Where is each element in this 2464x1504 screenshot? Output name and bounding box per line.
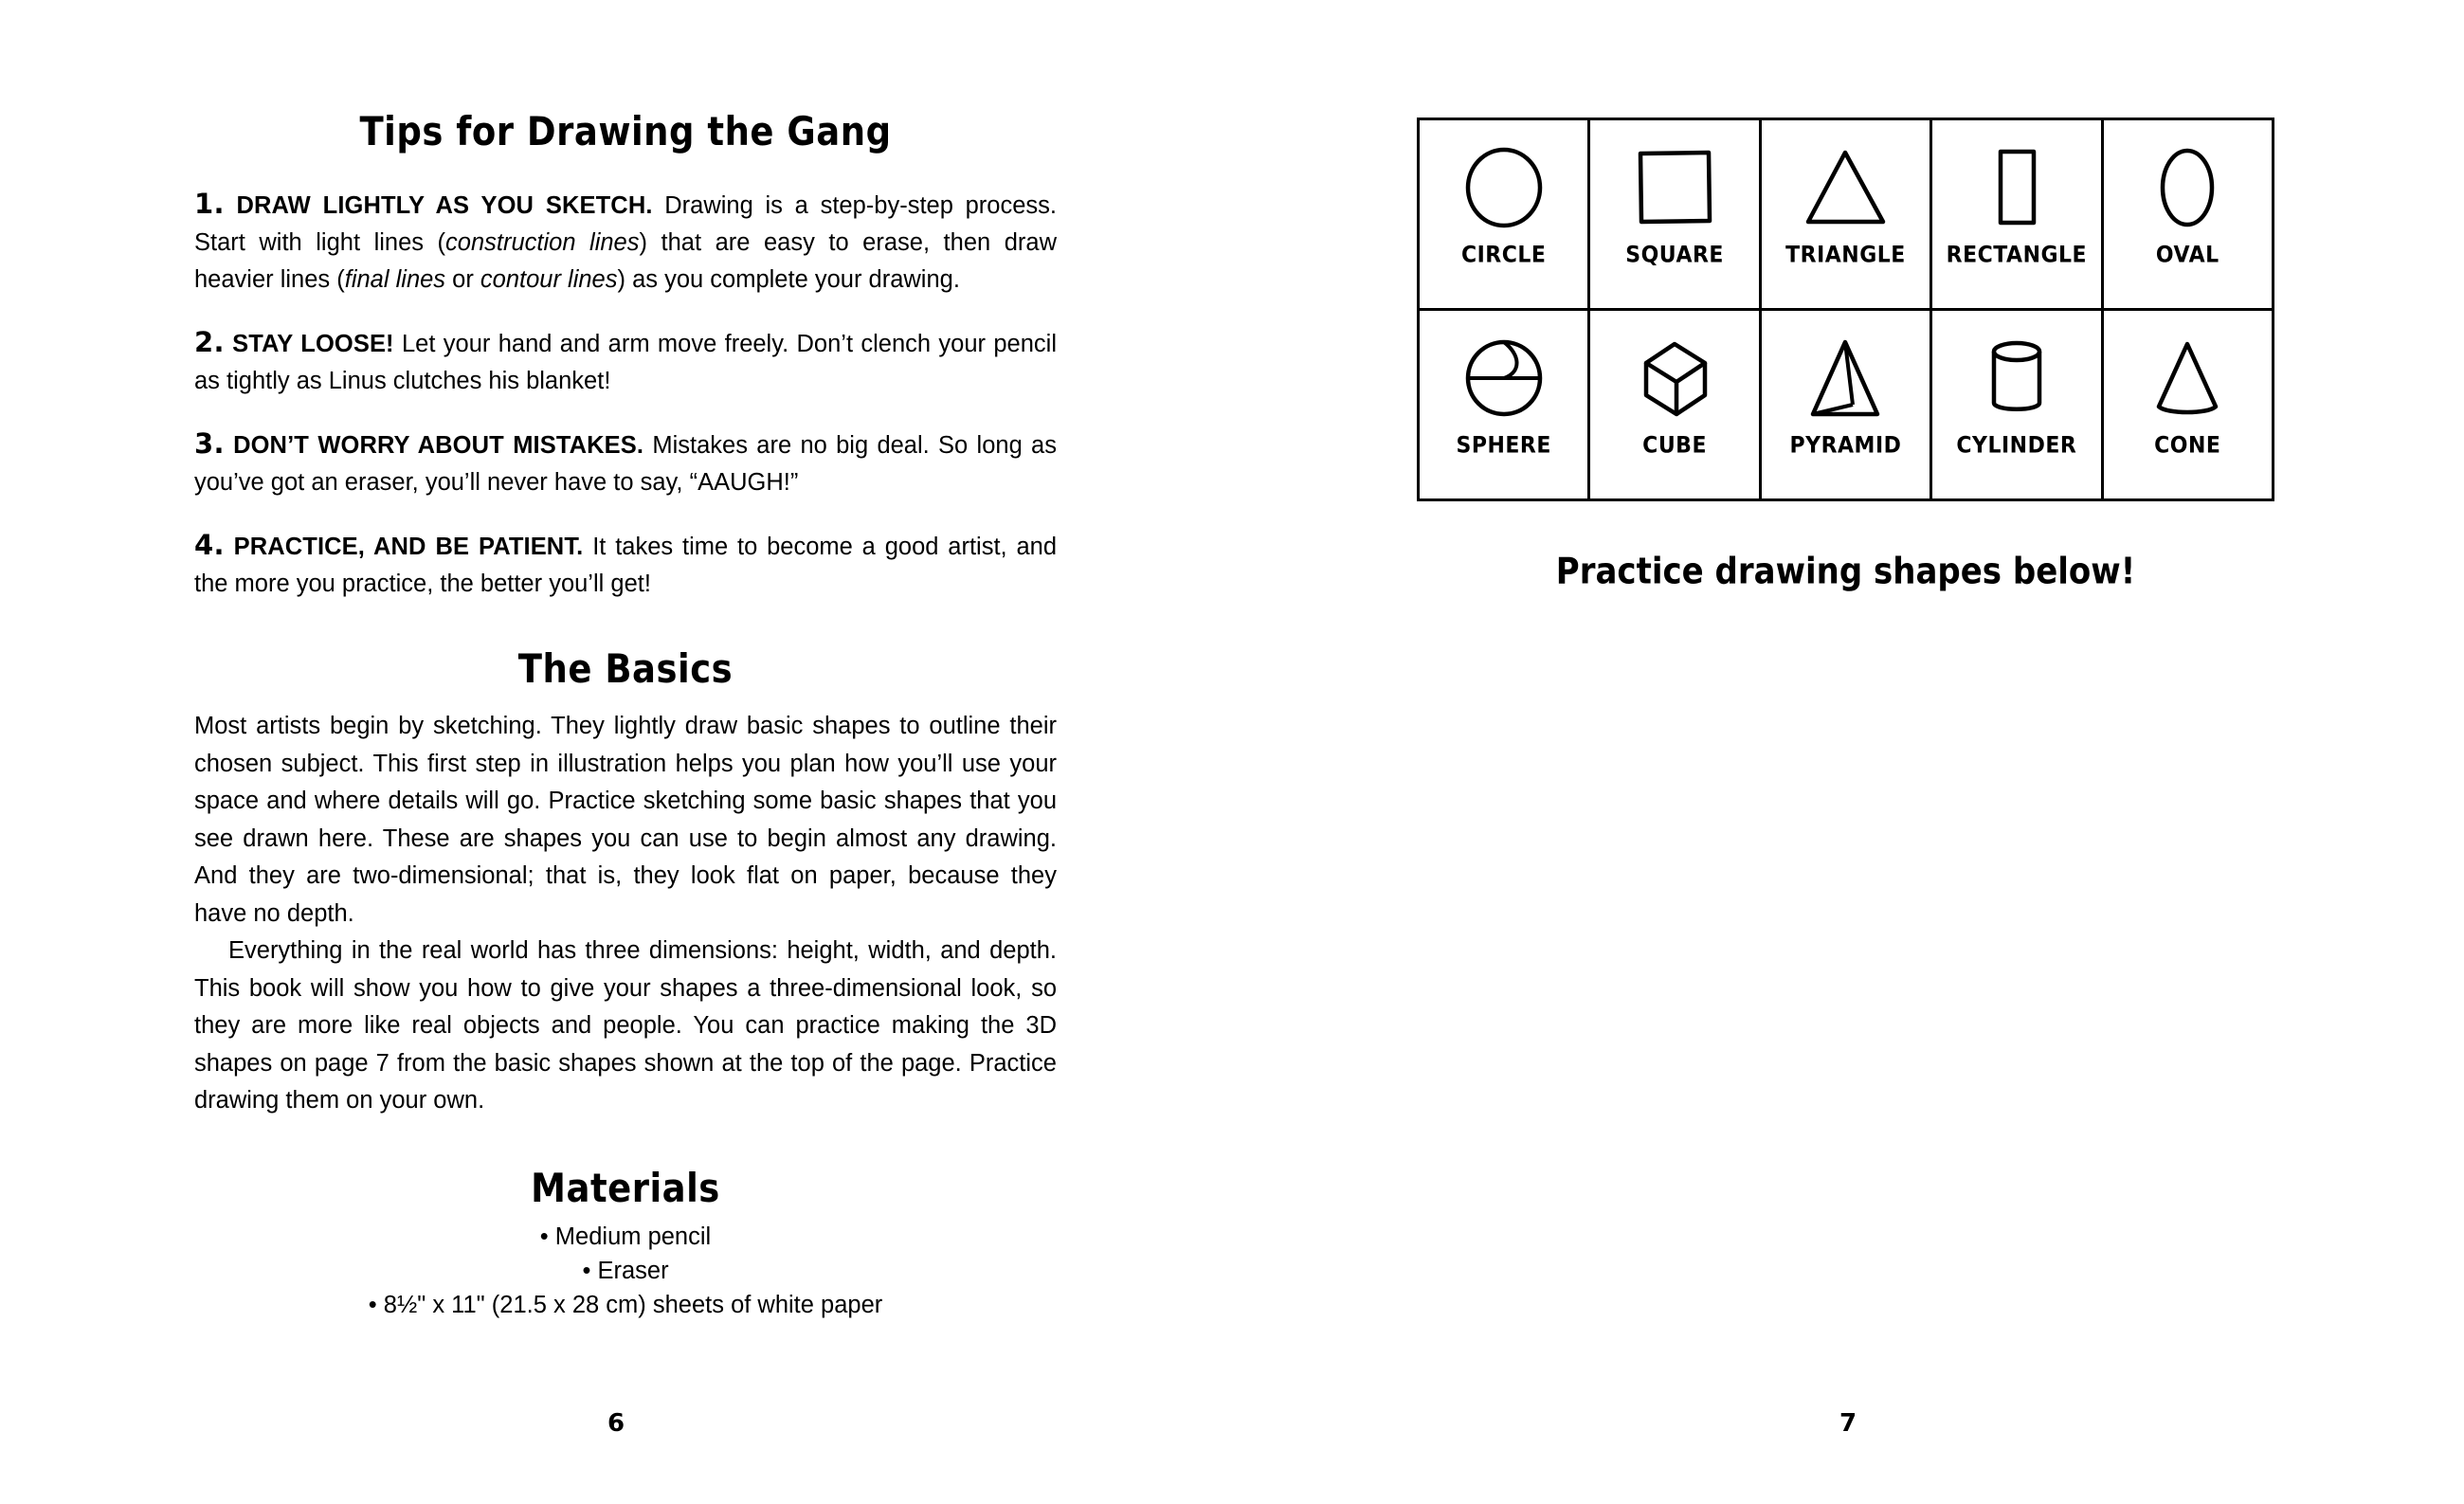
tip-body-text: Mistakes are no big deal. So long as you’ve got an eraser, you’ll never have to say, “AAUGH!” — [194, 432, 1057, 496]
practice-caption: Practice drawing shapes below! — [1555, 550, 2136, 593]
shape-label: SQUARE — [1625, 242, 1724, 269]
shapes-reference-panel — [1417, 118, 2274, 593]
list-item: • Medium pencil — [539, 1223, 712, 1250]
tip-number: 2. — [194, 326, 225, 358]
tip-item — [194, 426, 1057, 501]
table-row — [1419, 119, 2274, 310]
cube-shape-icon — [1625, 311, 1724, 434]
square-shape-icon — [1631, 120, 1718, 244]
tip-number: 4. — [194, 529, 225, 561]
shape-label: PYRAMID — [1789, 432, 1902, 460]
page-title: Tips for Drawing the Gang — [359, 109, 892, 155]
tip-body-text: Let your hand and arm move freely. Don’t clench your pencil as tightly as Linus clutches his blanket! — [194, 331, 1057, 394]
tip-body-text: Drawing is a step-by-step process. Start with light lines ( — [194, 192, 1057, 256]
shape-cell-circle — [1419, 119, 1589, 310]
shape-label: RECTANGLE — [1946, 242, 2088, 269]
shape-label: CUBE — [1642, 432, 1707, 460]
shape-label: OVAL — [2155, 242, 2219, 269]
tip-body-emphasis: construction lines — [445, 229, 640, 256]
shape-cell-rectangle — [1931, 119, 2102, 310]
sphere-shape-icon — [1460, 311, 1548, 434]
shape-cell-pyramid — [1760, 310, 1930, 500]
tip-item — [194, 324, 1057, 400]
shape-cell-square — [1589, 119, 1760, 310]
tip-body-text: ) that are easy to erase, then draw heavier lines ( — [194, 229, 1057, 293]
tip-item — [194, 186, 1057, 299]
table-row — [1419, 310, 2274, 500]
section-heading-basics: The Basics — [517, 646, 734, 693]
tip-lead: STAY LOOSE! — [232, 331, 394, 357]
section-heading-materials: Materials — [531, 1165, 720, 1211]
circle-shape-icon — [1460, 120, 1548, 244]
tip-lead: DRAW LIGHTLY AS YOU SKETCH. — [236, 192, 653, 219]
tip-body-text: It takes time to become a good artist, and the more you practice, the better you’ll get! — [194, 534, 1057, 597]
tip-body-text: ) as you complete your drawing. — [617, 266, 960, 293]
materials-list — [194, 1220, 1057, 1322]
shape-label: TRIANGLE — [1785, 242, 1906, 269]
page-number-right: 7 — [1839, 1409, 1857, 1438]
tip-number: 3. — [194, 427, 225, 460]
page-number-left: 6 — [607, 1409, 625, 1438]
shape-cell-cone — [2102, 310, 2273, 500]
tip-number: 1. — [194, 188, 225, 220]
list-item: • Eraser — [582, 1257, 669, 1284]
shape-cell-cube — [1589, 310, 1760, 500]
body-paragraph: Everything in the real world has three dimensions: height, width, and depth. This book will show you how to give your shapes a three-dimensional look, so they are more like real objects and people. You can practice making the 3D shapes on page 7 from the basic shapes shown at the top of the page. Practice drawing them on your own. — [194, 937, 1057, 1114]
tip-body-emphasis: contour lines — [480, 266, 618, 293]
shape-cell-sphere — [1419, 310, 1589, 500]
tip-body-text: or — [445, 266, 480, 293]
right-page — [1232, 0, 2464, 1504]
tip-item — [194, 527, 1057, 603]
shape-label: CIRCLE — [1460, 242, 1547, 269]
shapes-table — [1417, 118, 2274, 501]
shape-label: SPHERE — [1456, 432, 1551, 460]
cylinder-shape-icon — [1973, 311, 2060, 434]
shape-cell-oval — [2102, 119, 2273, 310]
cone-shape-icon — [2140, 311, 2235, 434]
body-paragraph: Most artists begin by sketching. They lightly draw basic shapes to outline their chosen subject. This first step in illustration helps you plan how you’ll use your space and where details will go. Practice sketching some basic shapes that you see drawn here. These are shapes you can use to begin almost any drawing. And they are two-dimensional; that is, they look flat on paper, because they have no depth. — [194, 713, 1057, 927]
pyramid-shape-icon — [1798, 311, 1893, 434]
list-item: • 8½" x 11" (21.5 x 28 cm) sheets of white paper — [368, 1291, 883, 1318]
rectangle-shape-icon — [1973, 120, 2060, 244]
tip-lead: PRACTICE, AND BE PATIENT. — [233, 534, 584, 560]
tip-lead: DON’T WORRY ABOUT MISTAKES. — [233, 432, 644, 459]
shape-cell-triangle — [1760, 119, 1930, 310]
triangle-shape-icon — [1798, 120, 1893, 244]
shape-label: CYLINDER — [1956, 432, 2077, 460]
shape-cell-cylinder — [1931, 310, 2102, 500]
left-page-content — [194, 109, 1057, 1322]
shape-label: CONE — [2154, 432, 2221, 460]
tip-body-emphasis: final lines — [344, 266, 446, 293]
oval-shape-icon — [2144, 120, 2231, 244]
